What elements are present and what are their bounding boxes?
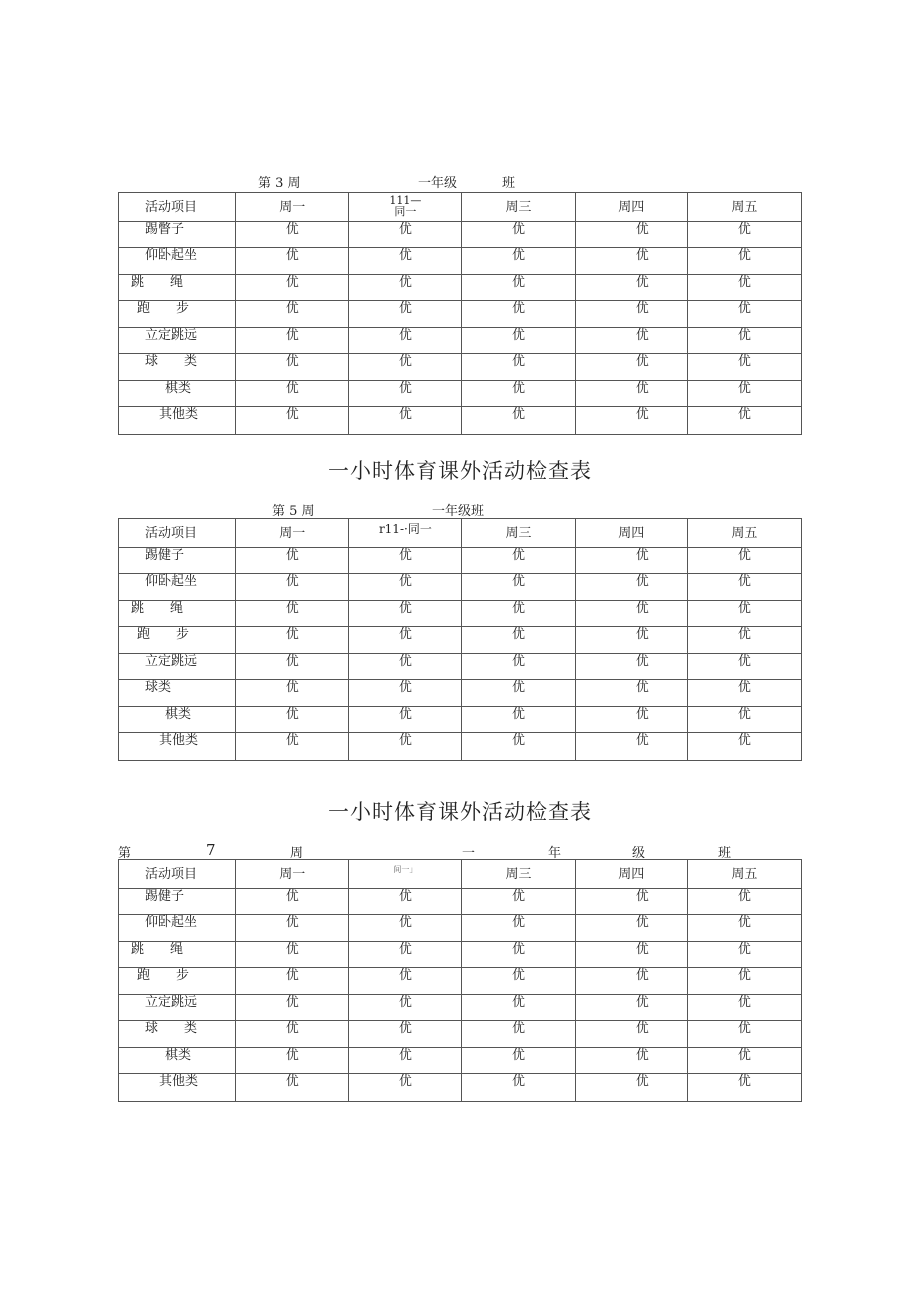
rating-cell: 优 bbox=[512, 1021, 526, 1036]
rating-cell: 优 bbox=[285, 733, 299, 748]
table-row bbox=[119, 968, 802, 995]
table-row bbox=[119, 1074, 802, 1102]
rating-cell: 优 bbox=[635, 274, 649, 290]
rating-cell: 优 bbox=[285, 627, 299, 642]
rating-cell: 优 bbox=[398, 1021, 412, 1036]
rating-cell: 优 bbox=[635, 600, 649, 616]
class-label: 班 bbox=[502, 176, 516, 191]
table-meta bbox=[118, 500, 802, 520]
header-thu: 周四 bbox=[575, 519, 687, 548]
table-row bbox=[119, 354, 802, 381]
rating-cell: 优 bbox=[285, 354, 299, 369]
rating-cell: 优 bbox=[285, 248, 299, 263]
activity-name: 跳 绳 bbox=[131, 274, 184, 290]
table-row bbox=[119, 733, 802, 761]
rating-cell: 优 bbox=[737, 706, 751, 722]
rating-cell: 优 bbox=[285, 994, 299, 1010]
rating-cell: 优 bbox=[285, 547, 299, 563]
activity-name: 跳 绳 bbox=[131, 600, 184, 616]
table-row bbox=[119, 274, 802, 301]
rating-cell: 优 bbox=[512, 301, 526, 316]
table-row bbox=[119, 600, 802, 627]
grade-part-2: 年 bbox=[548, 846, 562, 861]
rating-cell: 优 bbox=[512, 706, 526, 722]
table-row bbox=[119, 407, 802, 435]
rating-cell: 优 bbox=[285, 1074, 299, 1089]
activity-name: 跳 绳 bbox=[131, 941, 184, 957]
rating-cell: 优 bbox=[512, 915, 526, 930]
rating-cell: 优 bbox=[737, 547, 751, 563]
week-number: 7 bbox=[206, 841, 216, 859]
rating-cell: 优 bbox=[285, 600, 299, 616]
rating-cell: 优 bbox=[512, 1047, 526, 1063]
rating-cell: 优 bbox=[398, 1074, 412, 1089]
rating-cell: 优 bbox=[398, 327, 412, 343]
header-activity: 活动项目 bbox=[145, 525, 198, 541]
rating-cell: 优 bbox=[512, 380, 526, 396]
rating-cell: 优 bbox=[737, 354, 751, 369]
header-tue: 间一」 bbox=[393, 865, 418, 874]
activity-name: 跑 步 bbox=[137, 301, 190, 316]
rating-cell: 优 bbox=[512, 327, 526, 343]
rating-cell: 优 bbox=[398, 915, 412, 930]
rating-cell: 优 bbox=[398, 380, 412, 396]
rating-cell: 优 bbox=[285, 327, 299, 343]
table-row bbox=[119, 301, 802, 328]
rating-cell: 优 bbox=[512, 274, 526, 290]
table-row bbox=[119, 248, 802, 275]
rating-cell: 优 bbox=[635, 627, 649, 642]
rating-cell: 优 bbox=[512, 733, 526, 748]
rating-cell: 优 bbox=[635, 407, 649, 422]
rating-cell: 优 bbox=[398, 733, 412, 748]
week-suffix: 周 bbox=[290, 846, 304, 861]
section-title: 一小时体育课外活动检查表 bbox=[328, 800, 592, 824]
rating-cell: 优 bbox=[285, 1047, 299, 1063]
header-tue: 111— 同一 bbox=[389, 194, 422, 218]
header-mon: 周一 bbox=[236, 519, 349, 548]
table-row bbox=[119, 653, 802, 680]
rating-cell: 优 bbox=[512, 1074, 526, 1089]
rating-cell: 优 bbox=[512, 221, 526, 237]
rating-cell: 优 bbox=[285, 574, 299, 589]
table-row bbox=[119, 1021, 802, 1048]
table-row bbox=[119, 627, 802, 654]
week-label: 第 5 周 bbox=[272, 504, 315, 519]
header-thu: 周四 bbox=[575, 860, 687, 889]
rating-cell: 优 bbox=[737, 380, 751, 396]
rating-cell: 优 bbox=[635, 574, 649, 589]
header-fri: 周五 bbox=[687, 519, 801, 548]
rating-cell: 优 bbox=[512, 680, 526, 695]
rating-cell: 优 bbox=[512, 600, 526, 616]
rating-cell: 优 bbox=[398, 248, 412, 263]
table-row bbox=[119, 547, 802, 574]
activity-table bbox=[118, 518, 802, 761]
header-fri: 周五 bbox=[687, 193, 801, 222]
rating-cell: 优 bbox=[635, 354, 649, 369]
rating-cell: 优 bbox=[285, 706, 299, 722]
rating-cell: 优 bbox=[635, 888, 649, 904]
rating-cell: 优 bbox=[737, 327, 751, 343]
rating-cell: 优 bbox=[512, 547, 526, 563]
rating-cell: 优 bbox=[635, 301, 649, 316]
rating-cell: 优 bbox=[635, 941, 649, 957]
rating-cell: 优 bbox=[398, 600, 412, 616]
rating-cell: 优 bbox=[635, 547, 649, 563]
rating-cell: 优 bbox=[512, 994, 526, 1010]
activity-name: 其他类 bbox=[159, 407, 199, 422]
rating-cell: 优 bbox=[398, 274, 412, 290]
table-row bbox=[119, 380, 802, 407]
rating-cell: 优 bbox=[737, 407, 751, 422]
rating-cell: 优 bbox=[285, 915, 299, 930]
grade-part-3: 级 bbox=[632, 846, 646, 861]
rating-cell: 优 bbox=[398, 574, 412, 589]
activity-name: 仰卧起坐 bbox=[145, 248, 198, 263]
rating-cell: 优 bbox=[737, 301, 751, 316]
activity-name: 立定跳远 bbox=[145, 653, 198, 669]
rating-cell: 优 bbox=[398, 221, 412, 237]
header-tue: r11-·同一 bbox=[378, 522, 432, 536]
rating-cell: 优 bbox=[398, 354, 412, 369]
activity-name: 踢健子 bbox=[145, 547, 185, 563]
week-prefix: 第 bbox=[118, 846, 132, 861]
activity-name: 球 类 bbox=[145, 354, 198, 369]
rating-cell: 优 bbox=[635, 733, 649, 748]
rating-cell: 优 bbox=[398, 407, 412, 422]
grade-part-1: 一 bbox=[462, 846, 476, 861]
table-row bbox=[119, 888, 802, 915]
rating-cell: 优 bbox=[285, 653, 299, 669]
activity-name: 其他类 bbox=[159, 1074, 199, 1089]
rating-cell: 优 bbox=[635, 380, 649, 396]
rating-cell: 优 bbox=[737, 600, 751, 616]
rating-cell: 优 bbox=[635, 248, 649, 263]
rating-cell: 优 bbox=[285, 274, 299, 290]
rating-cell: 优 bbox=[398, 968, 412, 983]
activity-name: 棋类 bbox=[165, 706, 192, 722]
rating-cell: 优 bbox=[737, 274, 751, 290]
header-activity: 活动项目 bbox=[145, 866, 198, 882]
rating-cell: 优 bbox=[737, 1021, 751, 1036]
rating-cell: 优 bbox=[737, 733, 751, 748]
rating-cell: 优 bbox=[512, 248, 526, 263]
rating-cell: 优 bbox=[285, 941, 299, 957]
rating-cell: 优 bbox=[512, 888, 526, 904]
header-mon: 周一 bbox=[236, 860, 349, 889]
rating-cell: 优 bbox=[737, 915, 751, 930]
rating-cell: 优 bbox=[635, 1021, 649, 1036]
activity-name: 棋类 bbox=[165, 380, 192, 396]
rating-cell: 优 bbox=[512, 627, 526, 642]
rating-cell: 优 bbox=[737, 574, 751, 589]
activity-name: 跑 步 bbox=[137, 968, 190, 983]
table-row bbox=[119, 941, 802, 968]
rating-cell: 优 bbox=[398, 888, 412, 904]
rating-cell: 优 bbox=[285, 968, 299, 983]
activity-name: 仰卧起坐 bbox=[145, 574, 198, 589]
table-row bbox=[119, 1047, 802, 1074]
rating-cell: 优 bbox=[398, 994, 412, 1010]
activity-name: 棋类 bbox=[165, 1047, 192, 1063]
table-header-row bbox=[119, 193, 802, 222]
rating-cell: 优 bbox=[285, 888, 299, 904]
activity-name: 球 类 bbox=[145, 1021, 198, 1036]
rating-cell: 优 bbox=[512, 574, 526, 589]
rating-cell: 优 bbox=[635, 968, 649, 983]
grade-label: 一年级班 bbox=[432, 504, 485, 519]
activity-name: 踢健子 bbox=[145, 888, 185, 904]
rating-cell: 优 bbox=[512, 941, 526, 957]
activity-name: 球类 bbox=[145, 680, 172, 695]
table-row bbox=[119, 915, 802, 942]
rating-cell: 优 bbox=[512, 653, 526, 669]
rating-cell: 优 bbox=[285, 221, 299, 237]
rating-cell: 优 bbox=[285, 301, 299, 316]
activity-name: 其他类 bbox=[159, 733, 199, 748]
activity-name: 踢瞥子 bbox=[145, 221, 185, 237]
table-header-row bbox=[119, 519, 802, 548]
rating-cell: 优 bbox=[737, 680, 751, 695]
rating-cell: 优 bbox=[285, 1021, 299, 1036]
class-label: 班 bbox=[718, 846, 732, 861]
section-title: 一小时体育课外活动检查表 bbox=[328, 459, 592, 483]
rating-cell: 优 bbox=[737, 941, 751, 957]
rating-cell: 优 bbox=[737, 888, 751, 904]
activity-table bbox=[118, 859, 802, 1102]
rating-cell: 优 bbox=[398, 706, 412, 722]
rating-cell: 优 bbox=[635, 706, 649, 722]
rating-cell: 优 bbox=[398, 627, 412, 642]
rating-cell: 优 bbox=[635, 994, 649, 1010]
table-meta bbox=[118, 172, 802, 192]
week-label: 第 3 周 bbox=[258, 176, 301, 191]
header-thu: 周四 bbox=[575, 193, 687, 222]
rating-cell: 优 bbox=[285, 680, 299, 695]
rating-cell: 优 bbox=[737, 994, 751, 1010]
table-row bbox=[119, 680, 802, 707]
activity-name: 立定跳远 bbox=[145, 994, 198, 1010]
table-row bbox=[119, 574, 802, 601]
rating-cell: 优 bbox=[398, 547, 412, 563]
header-wed: 周三 bbox=[462, 193, 575, 222]
rating-cell: 优 bbox=[285, 380, 299, 396]
rating-cell: 优 bbox=[398, 680, 412, 695]
rating-cell: 优 bbox=[737, 221, 751, 237]
rating-cell: 优 bbox=[737, 248, 751, 263]
activity-table bbox=[118, 192, 802, 435]
activity-name: 仰卧起坐 bbox=[145, 915, 198, 930]
rating-cell: 优 bbox=[635, 1047, 649, 1063]
rating-cell: 优 bbox=[398, 301, 412, 316]
header-fri: 周五 bbox=[687, 860, 801, 889]
rating-cell: 优 bbox=[635, 680, 649, 695]
table-header-row bbox=[119, 860, 802, 889]
header-mon: 周一 bbox=[236, 193, 349, 222]
rating-cell: 优 bbox=[737, 968, 751, 983]
rating-cell: 优 bbox=[398, 1047, 412, 1063]
table-row bbox=[119, 327, 802, 354]
header-wed: 周三 bbox=[462, 860, 575, 889]
header-wed: 周三 bbox=[462, 519, 575, 548]
activity-name: 立定跳远 bbox=[145, 327, 198, 343]
rating-cell: 优 bbox=[635, 915, 649, 930]
activity-name: 跑 步 bbox=[137, 627, 190, 642]
rating-cell: 优 bbox=[737, 627, 751, 642]
rating-cell: 优 bbox=[635, 327, 649, 343]
rating-cell: 优 bbox=[512, 407, 526, 422]
grade-label: 一年级 bbox=[418, 176, 458, 191]
rating-cell: 优 bbox=[737, 1047, 751, 1063]
rating-cell: 优 bbox=[635, 653, 649, 669]
table-row bbox=[119, 221, 802, 248]
header-activity: 活动项目 bbox=[145, 199, 198, 215]
rating-cell: 优 bbox=[398, 941, 412, 957]
rating-cell: 优 bbox=[512, 354, 526, 369]
rating-cell: 优 bbox=[737, 1074, 751, 1089]
table-row bbox=[119, 706, 802, 733]
rating-cell: 优 bbox=[398, 653, 412, 669]
rating-cell: 优 bbox=[635, 221, 649, 237]
rating-cell: 优 bbox=[737, 653, 751, 669]
rating-cell: 优 bbox=[512, 968, 526, 983]
rating-cell: 优 bbox=[635, 1074, 649, 1089]
rating-cell: 优 bbox=[285, 407, 299, 422]
table-row bbox=[119, 994, 802, 1021]
